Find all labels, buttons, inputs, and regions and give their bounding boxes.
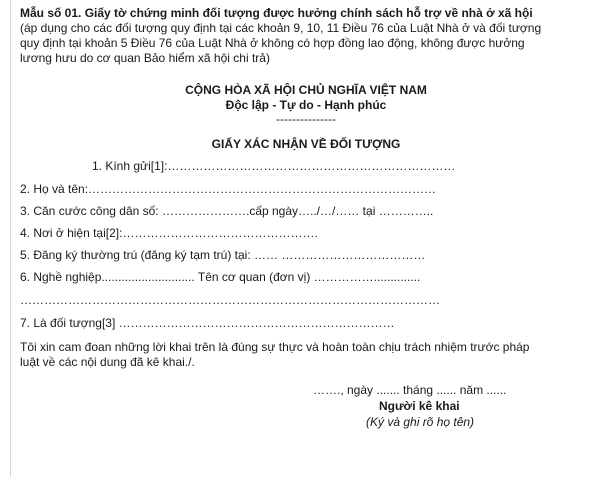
- field-thuong-tru: 5. Đăng ký thường trú (đăng ký tạm trú) tại: …… ………………………………: [20, 248, 426, 262]
- signer-title: Người kê khai: [379, 399, 460, 413]
- form-title: GIẤY XÁC NHẬN VỀ ĐỐI TƯỢNG: [211, 137, 401, 151]
- country-name: CỘNG HÒA XÃ HỘI CHỦ NGHĨA VIỆT NAM: [185, 83, 427, 97]
- field-ho-ten: 2. Họ và tên:……………………………………………………………………………: [20, 182, 437, 196]
- field-cccd: 3. Căn cước công dân số: ………………….cấp ngày…../…/…… tại …………..: [20, 204, 434, 218]
- field-nghe-nghiep: 6. Nghề nghiệp............................ Tên cơ quan (đơn vị) ……………..............: [20, 270, 421, 284]
- field-noi-o: 4. Nơi ở hiện tại[2]:………………………………………….: [20, 226, 318, 240]
- pledge-line-1: Tôi xin cam đoan những lời khai trên là đúng sự thực và hoàn toàn chịu trách nhiệm trước pháp: [20, 340, 530, 354]
- field-kinh-gui: 1. Kính gửi[1]:………………………………………………………………: [92, 159, 456, 173]
- signature-date-line: ……., ngày ....... tháng ...... năm ......: [313, 383, 507, 397]
- form-header: [20, 6, 592, 66]
- form-document: [20, 0, 592, 430]
- signature-block: [20, 383, 592, 430]
- left-margin-rule: [10, 0, 11, 477]
- heading-separator: ---------------: [276, 112, 336, 126]
- form-number-title: Mẫu số 01. Giấy tờ chứng minh đối tượng được hưởng chính sách hỗ trợ về nhà ở xã hội: [20, 6, 533, 20]
- national-heading: [20, 83, 592, 152]
- national-motto: Độc lập - Tự do - Hạnh phúc: [225, 98, 387, 112]
- pledge-statement: [20, 340, 592, 370]
- applicability-note-line-3: lương hưu do cơ quan Bảo hiểm xã hội chi trả): [20, 51, 270, 65]
- signature-instruction: (Ký và ghi rõ họ tên): [366, 415, 475, 429]
- field-doi-tuong: 7. Là đối tượng[3] ……………………………………………………………: [20, 316, 395, 330]
- applicability-note-line-2: quy định tại khoản 5 Điều 76 của Luật Nhà ở không có hợp đồng lao động, không được hưởng: [20, 36, 525, 50]
- field-continuation: ……………………………………………………………………………………………: [20, 293, 440, 307]
- pledge-line-2: luật về các nội dung đã kê khai./.: [20, 355, 195, 369]
- applicability-note-line-1: (áp dụng cho các đối tượng quy định tại các khoản 9, 10, 11 Điều 76 của Luật Nhà ở và đối tượng: [20, 21, 542, 35]
